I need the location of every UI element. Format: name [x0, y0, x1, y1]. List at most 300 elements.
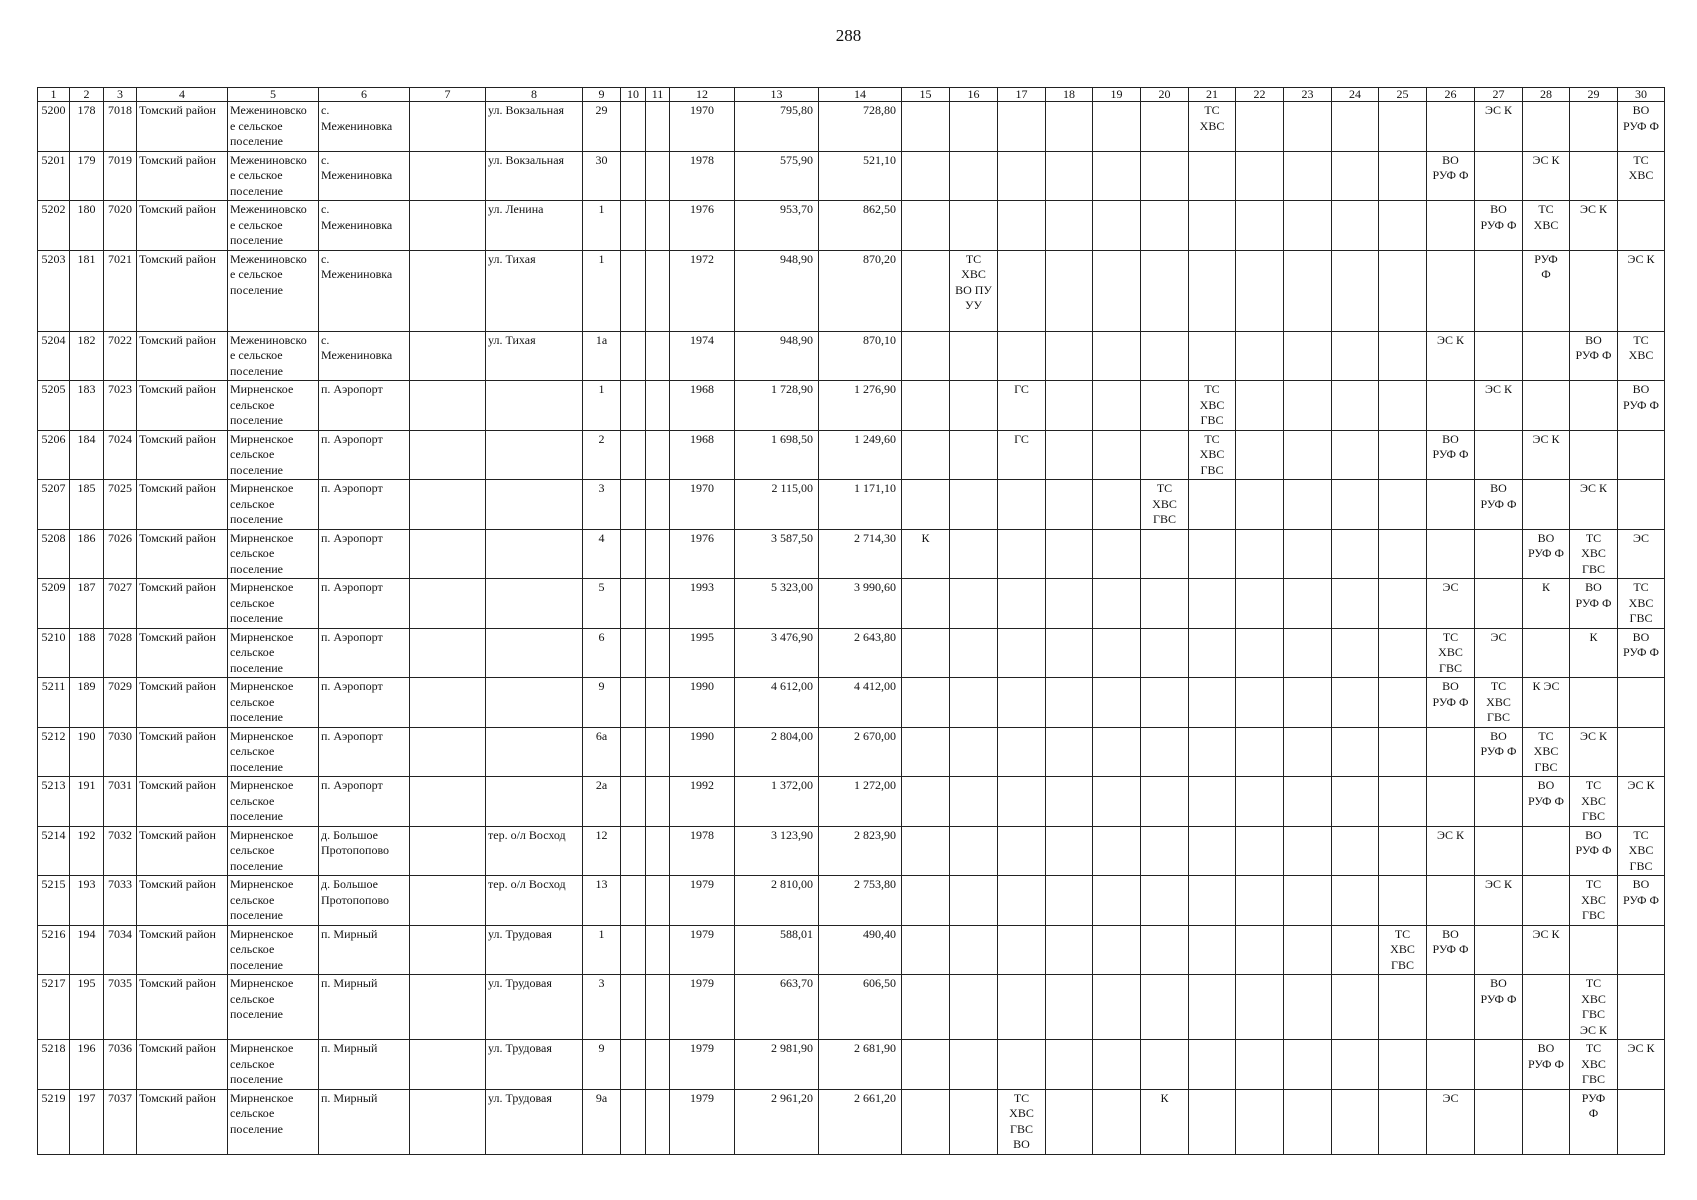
table-cell: [410, 678, 486, 728]
table-cell: [1427, 777, 1475, 827]
table-cell: [410, 925, 486, 975]
table-cell: [646, 430, 670, 480]
table-cell: [621, 1089, 646, 1154]
table-cell: 1992: [670, 777, 735, 827]
table-cell: [646, 876, 670, 926]
table-cell: [410, 381, 486, 431]
table-cell: Томский район: [137, 727, 228, 777]
table-cell: Мирненское сельское поселение: [228, 430, 319, 480]
table-cell: [410, 975, 486, 1040]
table-cell: Мирненское сельское поселение: [228, 579, 319, 629]
table-cell: [410, 331, 486, 381]
table-cell: 197: [70, 1089, 104, 1154]
table-cell: [1046, 925, 1093, 975]
table-cell: 7024: [104, 430, 137, 480]
table-cell: [902, 925, 950, 975]
table-cell: [1379, 727, 1427, 777]
table-cell: [486, 777, 583, 827]
table-cell: [1523, 1089, 1570, 1154]
table-cell: 2 681,90: [819, 1040, 902, 1090]
table-cell: Томский район: [137, 777, 228, 827]
table-cell: ТС ХВС ГВС: [1189, 381, 1236, 431]
table-cell: ЭС К: [1427, 331, 1475, 381]
table-cell: [998, 480, 1046, 530]
table-cell: [902, 876, 950, 926]
table-cell: ЭС К: [1523, 430, 1570, 480]
table-cell: с. Межениновка: [319, 331, 410, 381]
table-cell: [1570, 102, 1618, 152]
table-cell: [1379, 975, 1427, 1040]
table-cell: с. Межениновка: [319, 151, 410, 201]
table-cell: [1141, 777, 1189, 827]
table-cell: [950, 1040, 998, 1090]
table-cell: 196: [70, 1040, 104, 1090]
table-cell: [1523, 975, 1570, 1040]
table-cell: [902, 381, 950, 431]
table-cell: 1993: [670, 579, 735, 629]
table-cell: 7023: [104, 381, 137, 431]
table-cell: [410, 876, 486, 926]
table-cell: ЭС К: [1427, 826, 1475, 876]
table-cell: Мирненское сельское поселение: [228, 628, 319, 678]
table-cell: [1523, 480, 1570, 530]
table-cell: [950, 826, 998, 876]
table-cell: 7027: [104, 579, 137, 629]
table-cell: ТС ХВС ГВС: [1570, 1040, 1618, 1090]
table-cell: [410, 777, 486, 827]
table-cell: ул. Тихая: [486, 331, 583, 381]
table-cell: 4 612,00: [735, 678, 819, 728]
table-cell: [646, 777, 670, 827]
table-cell: Мирненское сельское поселение: [228, 529, 319, 579]
table-cell: [1475, 579, 1523, 629]
table-cell: ул. Вокзальная: [486, 102, 583, 152]
table-cell: ТС ХВС ГВС: [1189, 430, 1236, 480]
table-cell: ул. Трудовая: [486, 1089, 583, 1154]
table-cell: [902, 250, 950, 331]
table-cell: ТС ХВС: [1618, 331, 1665, 381]
table-cell: 5210: [38, 628, 70, 678]
table-cell: [950, 331, 998, 381]
table-row: [38, 201, 1665, 251]
table-cell: [1236, 628, 1284, 678]
table-cell: [1332, 876, 1379, 926]
table-cell: [1523, 876, 1570, 926]
table-cell: [1570, 925, 1618, 975]
table-cell: 5215: [38, 876, 70, 926]
column-number: 21: [1189, 88, 1236, 102]
table-cell: 3: [583, 480, 621, 530]
table-row: [38, 480, 1665, 530]
table-cell: [1332, 1040, 1379, 1090]
table-cell: [1046, 529, 1093, 579]
table-cell: ВО РУФ Ф: [1427, 430, 1475, 480]
table-cell: 5212: [38, 727, 70, 777]
table-cell: 7020: [104, 201, 137, 251]
table-cell: 2 823,90: [819, 826, 902, 876]
table-cell: 5206: [38, 430, 70, 480]
table-cell: [902, 1040, 950, 1090]
table-cell: [1427, 250, 1475, 331]
table-cell: [902, 777, 950, 827]
table-cell: 1 728,90: [735, 381, 819, 431]
table-cell: 7033: [104, 876, 137, 926]
table-cell: [1523, 331, 1570, 381]
table-cell: ТС ХВС: [1523, 201, 1570, 251]
column-number: 13: [735, 88, 819, 102]
table-cell: Томский район: [137, 201, 228, 251]
table-cell: 5216: [38, 925, 70, 975]
table-cell: Томский район: [137, 250, 228, 331]
table-cell: [1236, 777, 1284, 827]
table-cell: [1093, 727, 1141, 777]
table-cell: ВО РУФ Ф: [1475, 480, 1523, 530]
table-cell: 191: [70, 777, 104, 827]
table-row: [38, 331, 1665, 381]
table-cell: [621, 826, 646, 876]
column-number-row: [38, 88, 1665, 102]
table-cell: ТС ХВС ГВС: [1618, 826, 1665, 876]
table-cell: 3 476,90: [735, 628, 819, 678]
table-cell: [1189, 777, 1236, 827]
table-cell: [1284, 876, 1332, 926]
table-cell: [646, 151, 670, 201]
table-cell: [1093, 777, 1141, 827]
table-row: [38, 925, 1665, 975]
table-cell: п. Аэропорт: [319, 727, 410, 777]
table-cell: 5209: [38, 579, 70, 629]
table-cell: [1332, 102, 1379, 152]
table-cell: [410, 151, 486, 201]
table-cell: [621, 579, 646, 629]
table-cell: п. Аэропорт: [319, 628, 410, 678]
table-cell: [646, 678, 670, 728]
table-cell: [1284, 826, 1332, 876]
table-cell: [1046, 151, 1093, 201]
table-cell: 180: [70, 201, 104, 251]
table-cell: [410, 579, 486, 629]
table-cell: [1189, 628, 1236, 678]
table-cell: 870,10: [819, 331, 902, 381]
table-cell: [1475, 1089, 1523, 1154]
table-cell: [1046, 975, 1093, 1040]
table-cell: [1427, 529, 1475, 579]
table-cell: 192: [70, 826, 104, 876]
table-cell: К: [1523, 579, 1570, 629]
table-cell: Мирненское сельское поселение: [228, 876, 319, 926]
table-cell: [646, 529, 670, 579]
table-cell: [1236, 678, 1284, 728]
table-cell: д. Большое Протопопово: [319, 826, 410, 876]
column-number: 16: [950, 88, 998, 102]
table-cell: Мирненское сельское поселение: [228, 727, 319, 777]
table-cell: 2 115,00: [735, 480, 819, 530]
table-cell: [1236, 1089, 1284, 1154]
table-cell: [486, 628, 583, 678]
table-cell: [410, 250, 486, 331]
table-cell: 2 753,80: [819, 876, 902, 926]
table-cell: [646, 579, 670, 629]
column-number: 6: [319, 88, 410, 102]
table-cell: Томский район: [137, 925, 228, 975]
table-cell: [1141, 1040, 1189, 1090]
table-cell: [950, 727, 998, 777]
table-cell: с. Межениновка: [319, 250, 410, 331]
table-cell: [646, 1089, 670, 1154]
table-cell: [1618, 1089, 1665, 1154]
table-cell: [1141, 678, 1189, 728]
table-cell: ЭС: [1427, 579, 1475, 629]
table-cell: 5201: [38, 151, 70, 201]
table-cell: [950, 628, 998, 678]
table-cell: [902, 102, 950, 152]
table-cell: ТС ХВС ГВС ВО: [998, 1089, 1046, 1154]
table-cell: Томский район: [137, 529, 228, 579]
table-cell: ВО РУФ Ф: [1523, 777, 1570, 827]
table-cell: Томский район: [137, 975, 228, 1040]
table-cell: [1236, 727, 1284, 777]
table-cell: [1332, 777, 1379, 827]
table-cell: с. Межениновка: [319, 201, 410, 251]
table-cell: [1379, 201, 1427, 251]
table-cell: 1970: [670, 102, 735, 152]
column-number: 3: [104, 88, 137, 102]
table-cell: 2 714,30: [819, 529, 902, 579]
table-cell: [646, 1040, 670, 1090]
page-number: 288: [835, 26, 862, 45]
table-cell: Межениновско е сельское поселение: [228, 201, 319, 251]
table-cell: [621, 678, 646, 728]
table-cell: [1189, 876, 1236, 926]
table-cell: [950, 529, 998, 579]
table-cell: [621, 430, 646, 480]
table-cell: [410, 102, 486, 152]
table-cell: [1284, 727, 1332, 777]
table-cell: [1046, 579, 1093, 629]
table-cell: [1475, 777, 1523, 827]
table-cell: [902, 826, 950, 876]
table-cell: [1475, 1040, 1523, 1090]
table-cell: [1618, 678, 1665, 728]
table-cell: [1618, 727, 1665, 777]
table-cell: 194: [70, 925, 104, 975]
table-cell: Томский район: [137, 102, 228, 152]
table-cell: Томский район: [137, 1040, 228, 1090]
table-cell: ЭС К: [1523, 925, 1570, 975]
table-cell: [998, 727, 1046, 777]
table-cell: 795,80: [735, 102, 819, 152]
column-number: 5: [228, 88, 319, 102]
column-number: 4: [137, 88, 228, 102]
table-cell: [1284, 1089, 1332, 1154]
table-cell: [1141, 975, 1189, 1040]
table-cell: [1046, 1089, 1093, 1154]
table-cell: ТС ХВС: [1618, 151, 1665, 201]
table-cell: 4: [583, 529, 621, 579]
table-cell: ЭС К: [1618, 777, 1665, 827]
table-row: [38, 876, 1665, 926]
table-cell: п. Мирный: [319, 975, 410, 1040]
column-number: 7: [410, 88, 486, 102]
table-cell: [646, 201, 670, 251]
table-cell: [1141, 727, 1189, 777]
table-cell: [1570, 678, 1618, 728]
table-cell: 9: [583, 678, 621, 728]
table-cell: [621, 201, 646, 251]
table-row: [38, 529, 1665, 579]
table-cell: [1141, 201, 1189, 251]
table-cell: 3 123,90: [735, 826, 819, 876]
table-cell: 190: [70, 727, 104, 777]
table-cell: [646, 628, 670, 678]
table-cell: [1379, 331, 1427, 381]
table-cell: п. Аэропорт: [319, 430, 410, 480]
table-cell: [1332, 381, 1379, 431]
table-cell: [950, 480, 998, 530]
table-cell: 1а: [583, 331, 621, 381]
table-cell: [1046, 876, 1093, 926]
table-cell: [621, 727, 646, 777]
table-cell: 1970: [670, 480, 735, 530]
table-cell: [1236, 579, 1284, 629]
table-cell: 184: [70, 430, 104, 480]
table-cell: [950, 678, 998, 728]
table-cell: ЭС К: [1475, 876, 1523, 926]
table-cell: п. Мирный: [319, 925, 410, 975]
table-row: [38, 102, 1665, 152]
table-cell: тер. о/л Восход: [486, 876, 583, 926]
table-cell: Межениновско е сельское поселение: [228, 331, 319, 381]
table-cell: [1427, 381, 1475, 431]
column-number: 29: [1570, 88, 1618, 102]
table-cell: 12: [583, 826, 621, 876]
column-number: 24: [1332, 88, 1379, 102]
table-cell: ТС ХВС ГВС: [1379, 925, 1427, 975]
table-cell: 195: [70, 975, 104, 1040]
table-cell: [1332, 331, 1379, 381]
table-cell: ГС: [998, 381, 1046, 431]
table-cell: п. Мирный: [319, 1040, 410, 1090]
table-cell: [1379, 102, 1427, 152]
table-cell: ЭС К: [1570, 727, 1618, 777]
table-cell: [1618, 480, 1665, 530]
table-row: [38, 975, 1665, 1040]
table-cell: [1093, 826, 1141, 876]
table-cell: [1379, 777, 1427, 827]
table-cell: [621, 529, 646, 579]
table-cell: [1284, 331, 1332, 381]
table-cell: [1046, 430, 1093, 480]
table-cell: [1093, 579, 1141, 629]
column-number: 1: [38, 88, 70, 102]
table-cell: [902, 628, 950, 678]
table-row: [38, 628, 1665, 678]
table-cell: [1141, 925, 1189, 975]
table-cell: [1475, 250, 1523, 331]
table-cell: [1236, 876, 1284, 926]
table-row: [38, 579, 1665, 629]
table-cell: [902, 678, 950, 728]
table-cell: Томский район: [137, 678, 228, 728]
table-cell: [1093, 331, 1141, 381]
table-cell: [1236, 250, 1284, 331]
table-cell: 1978: [670, 151, 735, 201]
table-cell: [1284, 1040, 1332, 1090]
table-cell: [410, 826, 486, 876]
table-cell: [1427, 727, 1475, 777]
table-cell: [486, 381, 583, 431]
table-cell: [1141, 628, 1189, 678]
table-cell: [410, 201, 486, 251]
table-cell: [1046, 1040, 1093, 1090]
table-row: [38, 1089, 1665, 1154]
table-cell: [1093, 102, 1141, 152]
table-cell: [646, 925, 670, 975]
table-cell: 5211: [38, 678, 70, 728]
table-cell: 1: [583, 381, 621, 431]
table-cell: ТС ХВС ГВС ЭС К: [1570, 975, 1618, 1040]
table-cell: [1236, 331, 1284, 381]
table-row: [38, 250, 1665, 331]
table-cell: [1189, 975, 1236, 1040]
table-row: [38, 777, 1665, 827]
column-number: 10: [621, 88, 646, 102]
table-cell: 182: [70, 331, 104, 381]
table-cell: [1332, 579, 1379, 629]
table-cell: ТС ХВС: [1189, 102, 1236, 152]
table-cell: [950, 777, 998, 827]
table-cell: ЭС К: [1570, 201, 1618, 251]
table-cell: [902, 331, 950, 381]
table-cell: [1332, 430, 1379, 480]
table-cell: [1379, 628, 1427, 678]
table-cell: 6: [583, 628, 621, 678]
table-cell: [998, 777, 1046, 827]
table-cell: [1236, 1040, 1284, 1090]
table-cell: [1379, 678, 1427, 728]
column-number: 15: [902, 88, 950, 102]
column-number: 19: [1093, 88, 1141, 102]
table-cell: [621, 777, 646, 827]
table-cell: [1475, 529, 1523, 579]
table-cell: ул. Трудовая: [486, 975, 583, 1040]
table-cell: ВО РУФ Ф: [1618, 876, 1665, 926]
table-cell: [1093, 381, 1141, 431]
table-cell: ВО РУФ Ф: [1475, 727, 1523, 777]
table-cell: 187: [70, 579, 104, 629]
table-cell: [902, 727, 950, 777]
table-cell: [1284, 529, 1332, 579]
table-cell: [1475, 151, 1523, 201]
table-cell: ТС ХВС ГВС: [1570, 876, 1618, 926]
table-cell: [1093, 151, 1141, 201]
table-cell: Межениновско е сельское поселение: [228, 102, 319, 152]
table-cell: [1046, 777, 1093, 827]
table-cell: [950, 925, 998, 975]
table-cell: [1141, 331, 1189, 381]
table-cell: 188: [70, 628, 104, 678]
table-cell: 7037: [104, 1089, 137, 1154]
table-cell: [950, 876, 998, 926]
table-cell: ул. Трудовая: [486, 1040, 583, 1090]
table-cell: 1 372,00: [735, 777, 819, 827]
table-cell: ул. Ленина: [486, 201, 583, 251]
table-cell: [998, 678, 1046, 728]
table-cell: ЭС К: [1523, 151, 1570, 201]
table-cell: [1236, 151, 1284, 201]
table-cell: [1189, 529, 1236, 579]
table-cell: Томский район: [137, 1089, 228, 1154]
